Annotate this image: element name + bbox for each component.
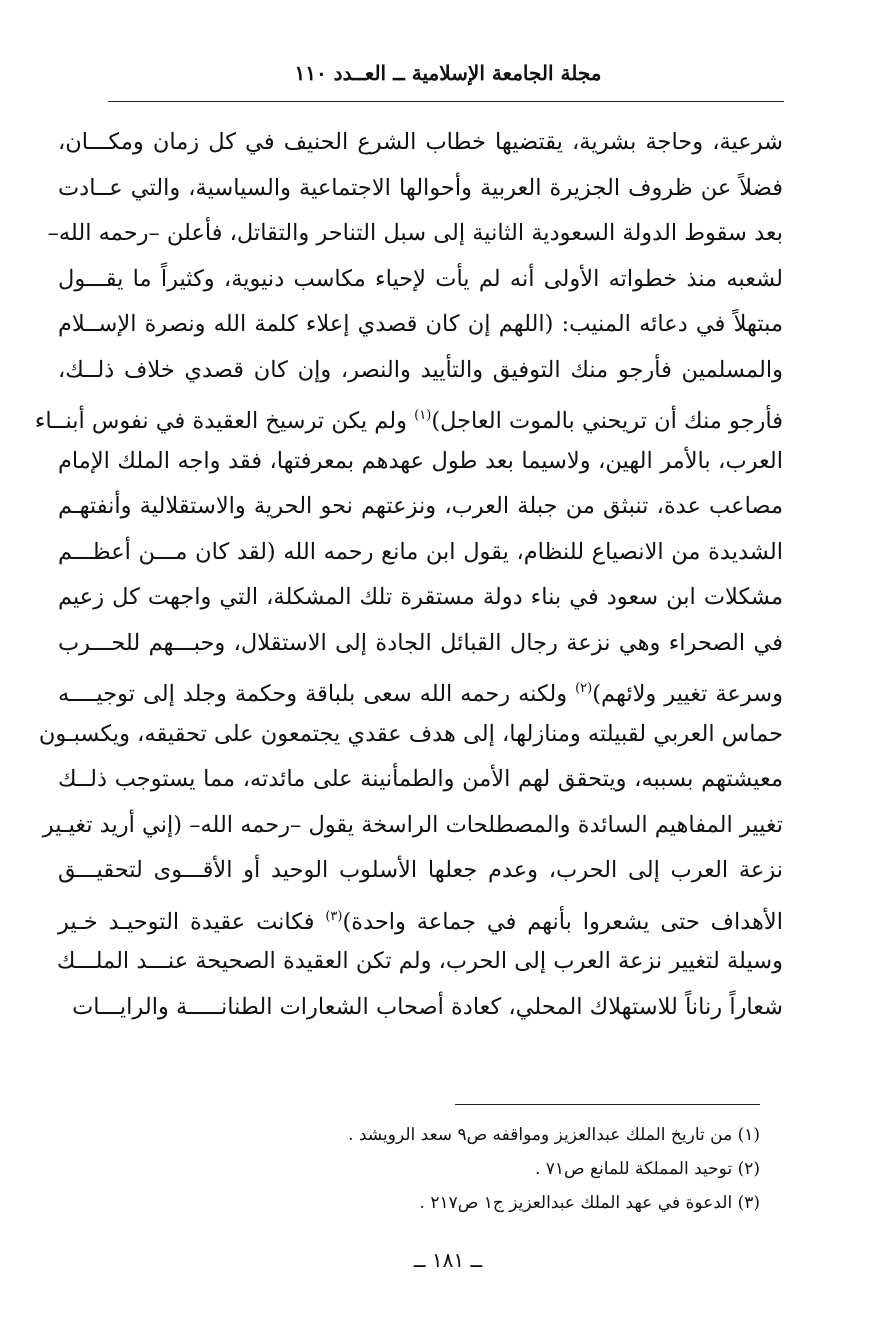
body-line-text: وسرعة تغيير ولائهم) — [592, 681, 783, 707]
body-line: شعاراً رناناً للاستهلاك المحلي، كعادة أصحاب الشعارات الطنانـــــة والرايـــات — [72, 993, 783, 1020]
footnote-ref-1: (١) — [414, 408, 432, 423]
footnote-rule — [455, 1104, 760, 1105]
body-line: بعد سقوط الدولة السعودية الثانية إلى سبل التناحر والتقاتل، فأعلن –رحمه الله– — [47, 220, 783, 246]
running-header: مجلة الجامعة الإسلامية ــ العــدد ١١٠ — [294, 61, 602, 85]
body-line-text: فكانت عقيدة التوحيـد خـير — [58, 908, 326, 935]
body-line: معيشتهم بسببه، ويتحقق لهم الأمن والطمأنينة على مائدته، مما يستوجب ذلــك — [58, 766, 783, 792]
footnote-1: (١) من تاريخ الملك عبدالعزيز ومواقفه ص٩ سعد الرويشد . — [348, 1125, 760, 1145]
body-line-with-note-3 — [58, 894, 783, 940]
body-text — [34, 120, 783, 1030]
body-line: تغيير المفاهيم السائدة والمصطلحات الراسخة يقول –رحمه الله– (إني أريد تغيـير — [42, 811, 783, 838]
body-line-with-note-1 — [34, 393, 783, 439]
body-line-text: ولكنه رحمه الله سعى بلباقة وحكمة وجلد إلى توجيــــه — [58, 681, 576, 707]
footnote-ref-3: (٣) — [325, 908, 343, 924]
footnote-2: (٢) توحيد المملكة للمانع ص٧١ . — [534, 1159, 760, 1179]
body-line: مبتهلاً في دعائه المنيب: (اللهم إن كان قصدي إعلاء كلمة الله ونصرة الإســلام — [58, 311, 783, 337]
body-line: الشديدة من الانصياع للنظام، يقول ابن مانع رحمه الله (لقد كان مـــن أعظـــم — [58, 538, 783, 565]
page-number: ــ ١٨١ ــ — [413, 1248, 483, 1272]
body-line: وسيلة لتغيير نزعة العرب إلى الحرب، ولم تكن العقيدة الصحيحة عنـــد الملـــك — [56, 948, 783, 974]
header-rule — [108, 101, 784, 102]
footnote-3: (٣) الدعوة في عهد الملك عبدالعزيز ج١ ص٢١٧ . — [419, 1193, 760, 1213]
body-line: مصاعب عدة، تنبثق من جبلة العرب، ونزعتهم نحو الحرية والاستقلالية وأنفتهـم — [58, 493, 783, 519]
body-line: في الصحراء وهي نزعة رجال القبائل الجادة إلى الاستقلال، وحبـــهم للحـــرب — [58, 629, 783, 656]
body-line: العرب، بالأمر الهين، ولاسيما بعد طول عهدهم بمعرفتها، فقد واجه الملك الإمام — [58, 447, 783, 474]
body-line: والمسلمين فأرجو منك التوفيق والتأييد والنصر، وإن كان قصدي خلاف ذلــك، — [58, 356, 783, 383]
body-line-text: فأرجو منك أن تريحني بالموت العاجل) — [431, 408, 783, 434]
body-line-text: الأهداف حتى يشعروا بأنهم في جماعة واحدة) — [342, 908, 783, 935]
footnote-ref-2: (٢) — [575, 681, 593, 696]
body-line-with-note-2 — [58, 666, 783, 712]
footnotes — [200, 1118, 760, 1220]
body-line: نزعة العرب إلى الحرب، وعدم جعلها الأسلوب الوحيد أو الأقـــوى لتحقيـــق — [58, 857, 783, 883]
body-line-text: ولم يكن ترسيخ العقيدة في نفوس أبنــاء — [34, 408, 415, 434]
body-line: فضلاً عن ظروف الجزيرة العربية وأحوالها الاجتماعية والسياسية، والتي عــادت — [58, 174, 783, 201]
body-line: لشعبه منذ خطواته الأولى أنه لم يأت لإحياء مكاسب دنيوية، وكثيراً ما يقـــول — [58, 265, 783, 292]
body-line: حماس العربي لقبيلته ومنازلها، إلى هدف عقدي يجتمعون على تحقيقه، ويكسبـون — [38, 720, 783, 747]
body-line: شرعية، وحاجة بشرية، يقتضيها خطاب الشرع الحنيف في كل زمان ومكـــان، — [58, 129, 783, 155]
body-line: مشكلات ابن سعود في بناء دولة مستقرة تلك المشكلة، التي واجهت كل زعيم — [58, 584, 783, 610]
